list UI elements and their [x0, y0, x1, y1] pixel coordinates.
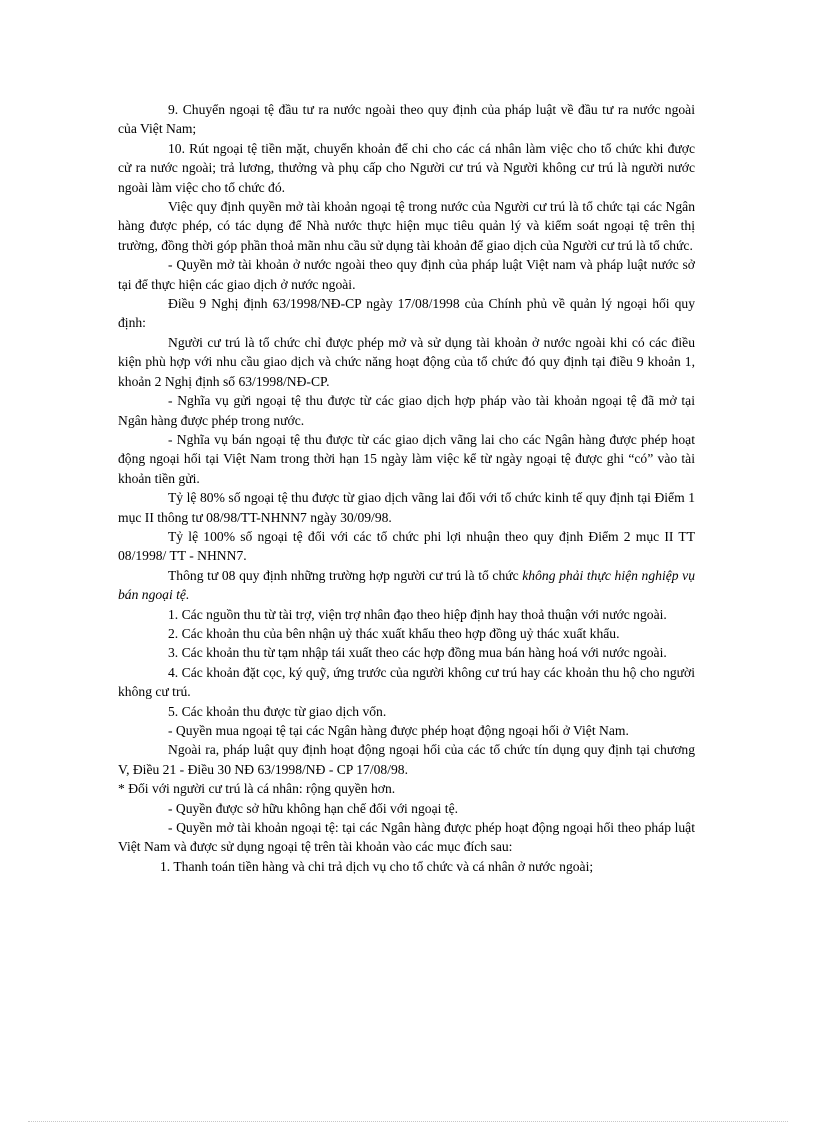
- list-item-payment: 1. Thanh toán tiền hàng và chi trả dịch vụ cho tổ chức và cá nhân ở nước ngoài;: [160, 858, 594, 874]
- list-item-4: 4. Các khoản đặt cọc, ký quỹ, ứng trước của người không cư trú hay các khoản thu hộ cho người không cư trú.: [118, 664, 695, 700]
- paragraph-buy-right: - Quyền mua ngoại tệ tại các Ngân hàng được phép hoạt động ngoại hối ở Việt Nam.: [168, 723, 629, 738]
- paragraph-resident-organization: Người cư trú là tổ chức chỉ được phép mở và sử dụng tài khoản ở nước ngoài khi có các điều kiện phù hợp với nhu cầu giao dịch và chức năng hoạt động của tổ chức đó quy định tại điều 9 khoản 1, khoản 2 Nghị định số 63/1998/NĐ-CP.: [118, 334, 695, 389]
- paragraph-deposit-obligation: - Nghĩa vụ gửi ngoại tệ thu được từ các giao dịch hợp pháp vào tài khoản ngoại tệ đã mở tại Ngân hàng được phép trong nước.: [118, 393, 695, 428]
- paragraph-ratio-80: Tỷ lệ 80% số ngoại tệ thu được từ giao dịch vãng lai đối với tổ chức kinh tế quy định tại Điểm 1 mục II thông tư 08/98/TT-NHNN7 ngày 30/09/98.: [118, 490, 695, 525]
- paragraph-credit-institutions: Ngoài ra, pháp luật quy định hoạt động ngoại hối của các tổ chức tín dụng quy định tại chương V, Điều 21 - Điều 30 NĐ 63/1998/NĐ - CP 17/08/98.: [118, 742, 695, 777]
- paragraph-decree-article-9: Điều 9 Nghị định 63/1998/NĐ-CP ngày 17/08/1998 của Chính phủ về quản lý ngoại hối quy định:: [118, 296, 695, 331]
- list-item-2: 2. Các khoản thu của bên nhận uỷ thác xuất khẩu theo hợp đồng uỷ thác xuất khẩu.: [168, 625, 620, 641]
- paragraph-ownership-right: - Quyền được sở hữu không hạn chế đối với ngoại tệ.: [168, 800, 458, 816]
- paragraph-individual-heading: * Đối với người cư trú là cá nhân: rộng quyền hơn.: [118, 781, 396, 797]
- paragraph-item-10: 10. Rút ngoại tệ tiền mặt, chuyển khoản để chi cho các cá nhân làm việc cho tổ chức khi được cử ra nước ngoài; trả lương, thưởng và phụ cấp cho Người cư trú và Người không cư trú là người nước ngoài làm việc cho tổ chức đó.: [118, 140, 695, 195]
- paragraph-open-account-right: - Quyền mở tài khoản ngoại tệ: tại các Ngân hàng được phép hoạt động ngoại hối theo pháp luật Việt Nam và được sử dụng ngoại tệ trên tài khoản vào các mục đích sau:: [118, 820, 695, 855]
- list-item-5: 5. Các khoản thu được từ giao dịch vốn.: [168, 703, 387, 719]
- paragraph-sell-obligation: - Nghĩa vụ bán ngoại tệ thu được từ các giao dịch vãng lai cho các Ngân hàng được phép hoạt động ngoại hối tại Việt Nam trong thời hạn 15 ngày làm việc kể từ ngày ngoại tệ được ghi “có” vào tài khoản tiền gửi.: [118, 431, 695, 486]
- circular-08-emphasis-text: không phải thực hiện nghiệp vụ bán ngoại tệ.: [118, 567, 695, 603]
- page-footer-divider: [28, 1121, 788, 1122]
- paragraph-account-regulation: Việc quy định quyền mở tài khoản ngoại tệ trong nước của Người cư trú là tổ chức tại các Ngân hàng được phép, có tác dụng để Nhà nước thực hiện mục tiêu quản lý và kiểm soát ngoại tệ trên thị trường, đồng thời góp phần thoả mãn nhu cầu sử dụng tài khoản để giao dịch của Người cư trú là tổ chức.: [118, 199, 695, 253]
- list-item-3: 3. Các khoản thu từ tạm nhập tái xuất theo các hợp đồng mua bán hàng hoá với nước ngoài.: [168, 645, 667, 661]
- paragraph-circular-08: [118, 566, 695, 605]
- paragraph-ratio-100: Tỷ lệ 100% số ngoại tệ đối với các tổ chức phi lợi nhuận theo quy định Điểm 2 mục II TT 08/1998/ TT - NHNN7.: [118, 528, 695, 564]
- circular-08-lead-text: Thông tư 08 quy định những trường hợp người cư trú là tổ chức: [168, 567, 523, 583]
- list-item-1: 1. Các nguồn thu từ tài trợ, viện trợ nhân đạo theo hiệp định hay thoả thuận với nước ngoài.: [168, 606, 667, 622]
- document-page: [118, 100, 695, 876]
- paragraph-item-9: 9. Chuyển ngoại tệ đầu tư ra nước ngoài theo quy định của pháp luật về đầu tư ra nước ngoài của Việt Nam;: [118, 102, 695, 137]
- paragraph-foreign-account-right: - Quyền mở tài khoản ở nước ngoài theo quy định của pháp luật Việt nam và pháp luật nước sở tại để thực hiện các giao dịch ở nước ngoài.: [118, 257, 695, 292]
